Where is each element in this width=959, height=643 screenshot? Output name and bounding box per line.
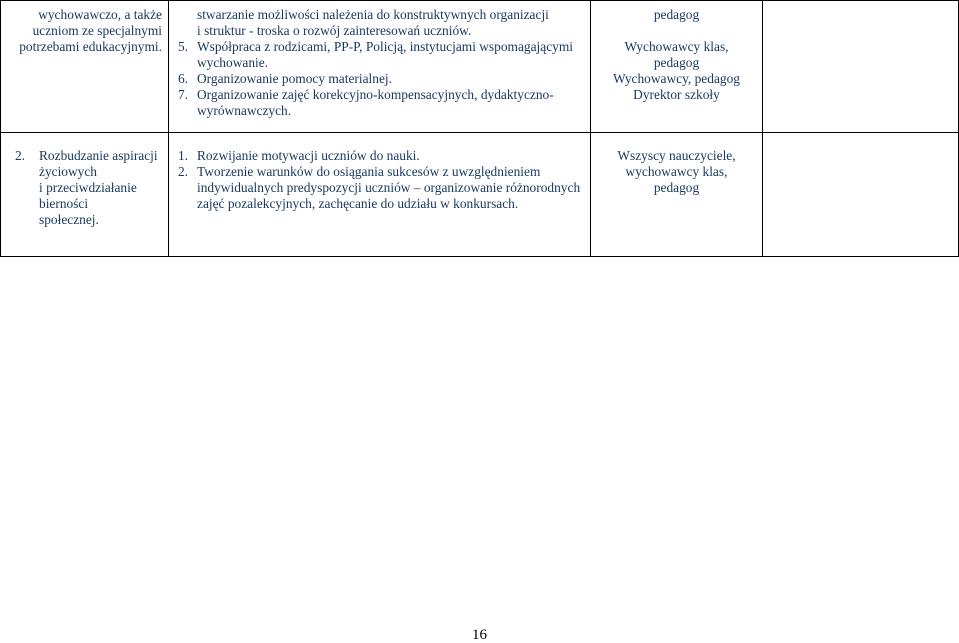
- cell-text-line: Dyrektor szkoły: [633, 87, 720, 102]
- extra-cell: [763, 1, 959, 133]
- plan-table: [0, 0, 959, 257]
- list-number: 7.: [177, 87, 189, 102]
- cell-text-line: zajęć pozalekcyjnych, zachęcanie do udziału w konkursach.: [197, 196, 519, 211]
- list-number: 2.: [177, 164, 189, 179]
- cell-text-line: pedagog: [653, 55, 700, 70]
- tasks-cell: [169, 133, 591, 257]
- cell-text-line: społecznej.: [39, 212, 99, 227]
- cell-text-line: Tworzenie warunków do osiągania sukcesów z uwzględnieniem: [197, 164, 541, 179]
- cell-text-line: wychowanie.: [197, 55, 269, 70]
- cell-text-line: i struktur - troska o rozwój zainteresowań uczniów.: [197, 23, 472, 38]
- responsible-cell: [591, 133, 763, 257]
- cell-text-line: Wychowawcy klas,: [624, 39, 729, 54]
- page-number: 16: [472, 627, 487, 643]
- cell-text-line: życiowych: [39, 164, 98, 179]
- task-list-item: [169, 148, 590, 164]
- cell-text-line: wychowawczo, a także: [38, 7, 162, 22]
- cell-text-line: Organizowanie pomocy materialnej.: [197, 71, 392, 86]
- cell-text-line: Rozwijanie motywacji uczniów do nauki.: [197, 148, 420, 163]
- task-list-item: [169, 164, 590, 212]
- table-row: [1, 133, 959, 257]
- cell-text-line: uczniom ze specjalnymi: [32, 23, 162, 38]
- cell-text-line: Rozbudzanie aspiracji: [39, 148, 158, 163]
- cell-text-line: Organizowanie zajęć korekcyjno-kompensacyjnych, dydaktyczno-: [197, 87, 554, 102]
- tasks-cell: [169, 1, 591, 133]
- cell-text-line: pedagog: [653, 180, 700, 195]
- goal-item: [1, 148, 162, 228]
- task-list-item: [169, 39, 590, 71]
- cell-text-line: wychowawcy klas,: [625, 164, 728, 179]
- cell-text-line: stwarzanie możliwości należenia do konstruktywnych organizacji: [197, 7, 549, 22]
- list-number: 6.: [177, 71, 189, 86]
- cell-text-line: Wszyscy nauczyciele,: [617, 148, 736, 163]
- cell-text-line: pedagog: [653, 7, 700, 22]
- list-number: 1.: [177, 148, 189, 163]
- cell-text-line: Wychowawcy, pedagog: [613, 71, 740, 86]
- cell-text-line: i przeciwdziałanie bierności: [39, 180, 137, 211]
- target-group-cell: [1, 1, 169, 133]
- extra-cell: [763, 133, 959, 257]
- task-list-item: [169, 71, 590, 87]
- goal-cell: [1, 133, 169, 257]
- cell-text-line: Współpraca z rodzicami, PP-P, Policją, instytucjami wspomagającymi: [197, 39, 573, 54]
- cell-text-line: wyrównawczych.: [197, 103, 292, 118]
- table-row: [1, 1, 959, 133]
- blank-line: [595, 23, 758, 39]
- cell-text-line: indywidualnych predyspozycji uczniów – organizowanie różnorodnych: [197, 180, 581, 195]
- task-list-item: [169, 87, 590, 119]
- goal-number: 2.: [14, 148, 26, 163]
- list-number: 5.: [177, 39, 189, 54]
- cell-text-line: potrzebami edukacyjnymi.: [19, 39, 162, 54]
- responsible-cell: [591, 1, 763, 133]
